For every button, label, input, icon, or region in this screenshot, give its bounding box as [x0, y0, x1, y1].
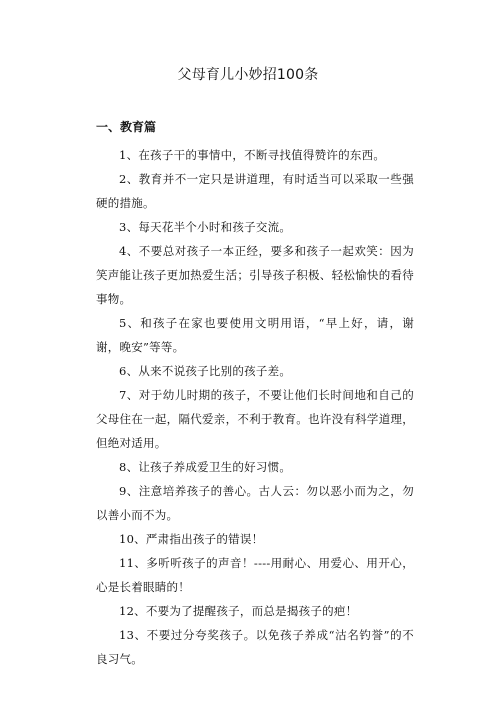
list-item: 3、每天花半个小时和孩子交流。: [119, 220, 292, 234]
list-item: 11、多听听孩子的声音！----用耐心、用爱心、用开心，心是长着眼睛的！: [96, 556, 414, 594]
list-item: 1、在孩子干的事情中，不断寻找值得赞许的东西。: [119, 148, 386, 162]
list-item: 9、注意培养孩子的善心。古人云：勿以恶小而为之，勿以善小而不为。: [96, 484, 414, 522]
list-item: 8、让孩子养成爱卫生的好习惯。: [119, 460, 292, 474]
list-item: 12、不要为了提醒孩子，而总是揭孩子的疤！: [119, 604, 358, 618]
list-item: 2、教育并不一定只是讲道理，有时适当可以采取一些强硬的措施。: [96, 172, 414, 210]
section-heading: 一、教育篇: [96, 120, 157, 134]
document-title: 父母育儿小妙招100条: [177, 67, 319, 83]
list-item: 10、严肃指出孩子的错误！: [119, 532, 264, 546]
list-item: 13、不要过分夸奖孩子。以免孩子养成“沽名钓誉”的不良习气。: [96, 628, 414, 666]
list-item: 5、和孩子在家也要使用文明用语，“早上好，请，谢谢，晚安”等等。: [96, 316, 414, 354]
list-item: 7、对于幼儿时期的孩子，不要让他们长时间地和自己的父母住在一起，隔代爱亲，不利于教育。也许没有科学道理，但绝对适用。: [96, 388, 414, 450]
list-item: 6、从来不说孩子比别的孩子差。: [119, 364, 292, 378]
item-list: [96, 143, 414, 671]
list-item: 4、不要总对孩子一本正经，要多和孩子一起欢笑：因为笑声能让孩子更加热爱生活；引导孩子积极、轻松愉快的看待事物。: [96, 244, 414, 306]
